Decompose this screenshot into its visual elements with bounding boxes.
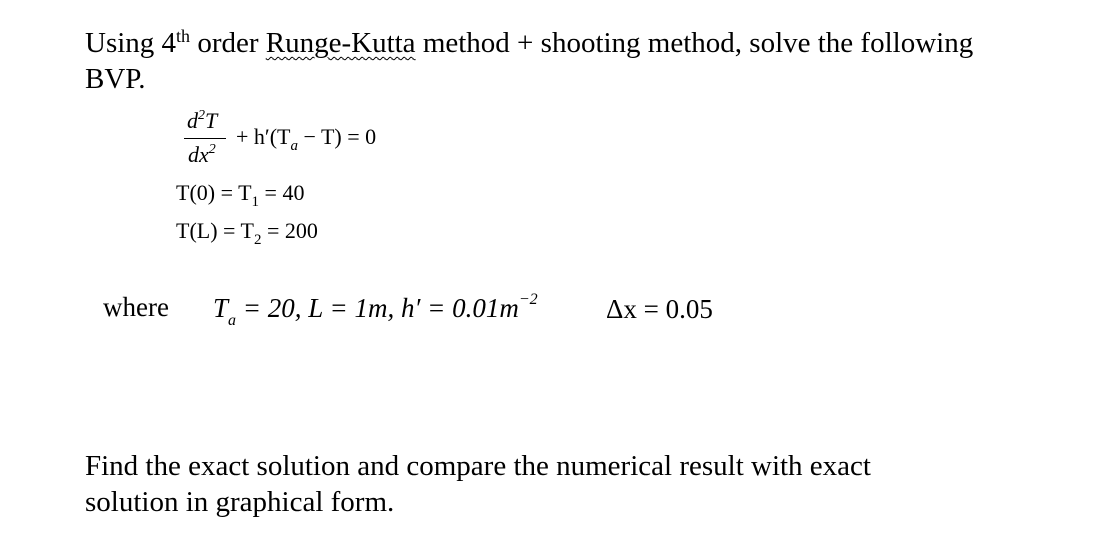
bc2-part-b: = 200 [261,218,318,243]
ode-part-b: − T) = 0 [297,124,377,149]
params-subscript: a [228,312,237,329]
bc2-part-a: T(L) = T [176,218,254,243]
intro-text-line2: BVP. [85,63,146,95]
bc1-part-a: T(0) = T [176,180,252,205]
ode-remainder [236,124,376,153]
problem-statement-intro [85,25,973,97]
params-part-a: T [213,293,229,323]
denominator-power: 2 [208,142,216,157]
ode-part-a: + h′(T [236,124,291,149]
step-size: Δx = 0.05 [606,294,713,324]
bc1-part-b: = 40 [259,180,305,205]
fraction-numerator [187,108,217,134]
intro-text-start: Using 4 [85,27,177,59]
intro-text-rest: method + shooting method, solve the following [415,27,974,59]
bc1-subscript: 1 [251,194,260,210]
closing-line2: solution in graphical form. [85,486,395,518]
ordinal-suffix: th [176,26,191,46]
closing-line1: Find the exact solution and compare the numerical result with exact [85,450,871,482]
boundary-condition-1 [176,180,304,209]
denominator-dx: dx [188,142,209,167]
numerator-T: T [205,108,218,133]
where-label: where [103,292,169,322]
bc2-subscript: 2 [253,232,262,248]
params-part-b: = 20, L = 1m, h′ = 0.01m [236,293,519,323]
params-superscript: −2 [518,291,538,308]
parameter-values [213,292,538,329]
spellcheck-flagged-word[interactable]: Runge-Kutta [265,27,416,59]
second-derivative-fraction [184,108,226,172]
boundary-condition-2 [176,218,318,247]
fraction-bar [184,138,226,139]
numerator-d: d [187,108,198,133]
intro-text-space: order [190,27,266,59]
ode-subscript: a [290,138,298,154]
fraction-denominator [188,142,216,168]
numerator-power: 2 [198,108,205,123]
problem-statement-closing [85,448,871,520]
